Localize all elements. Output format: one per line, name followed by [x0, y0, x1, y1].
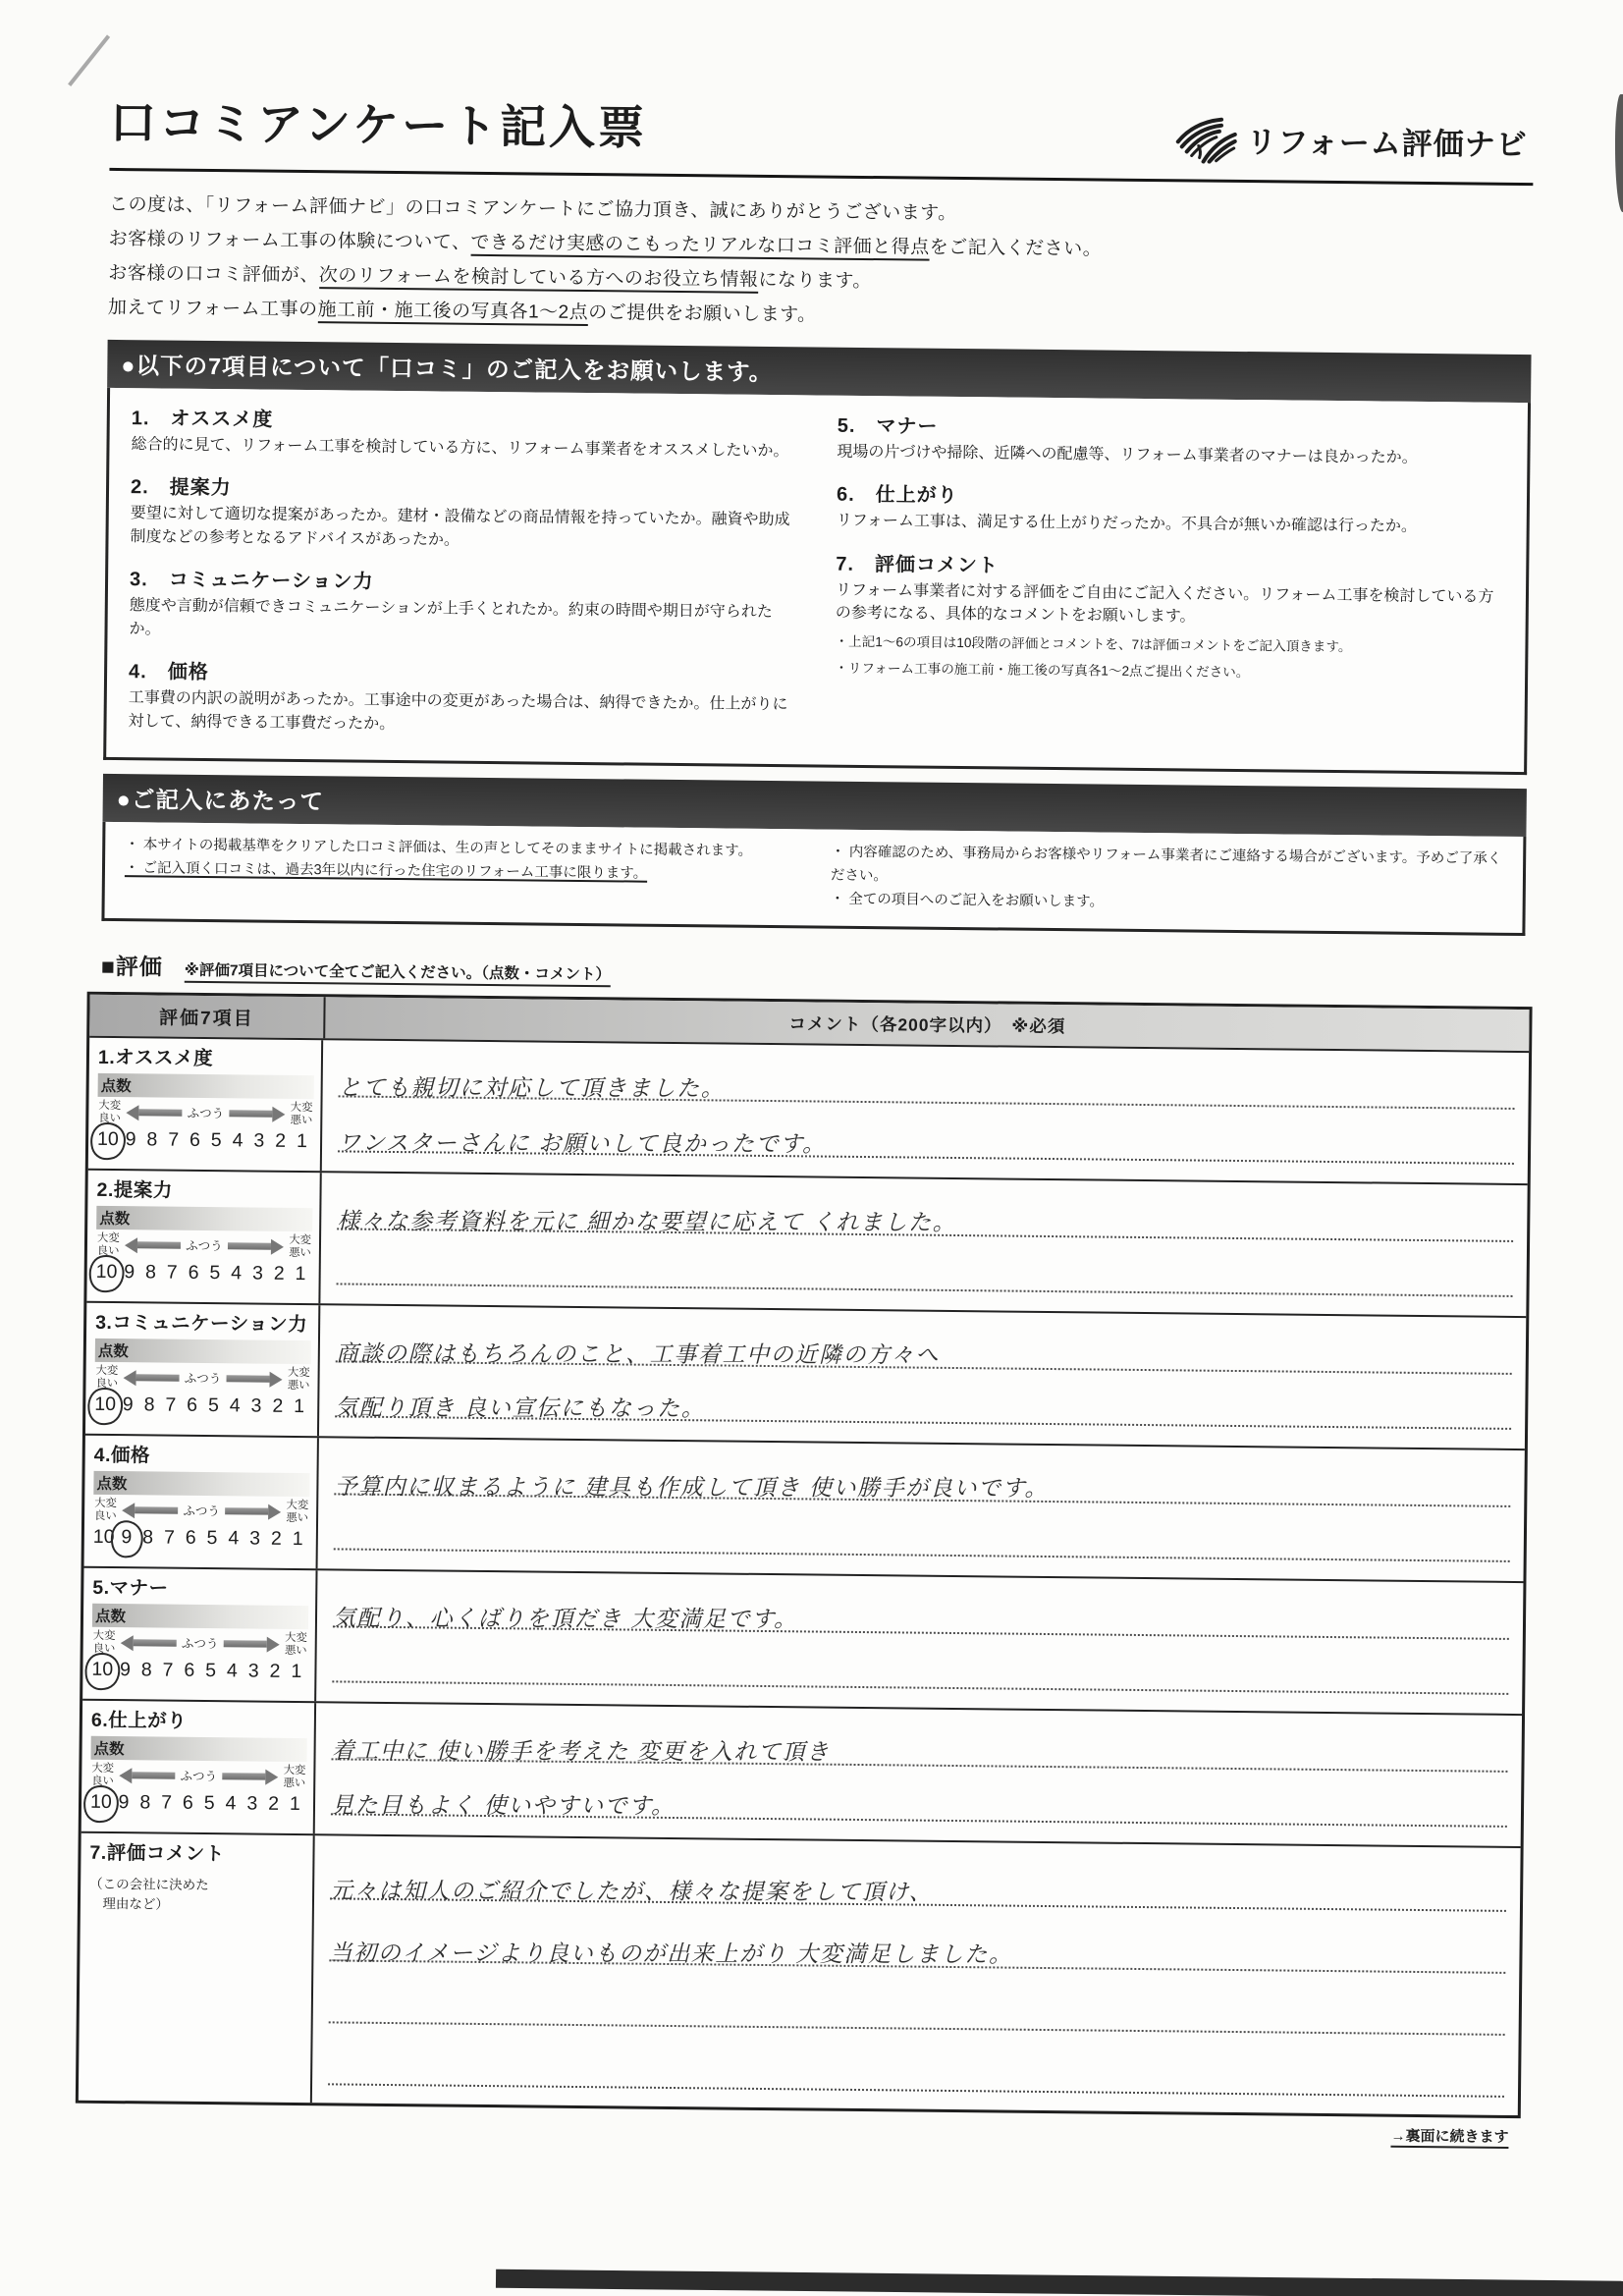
arrow-bar — [229, 1111, 272, 1118]
intro-line-3: お客様の口コミ評価が、次のリフォームを検討している方へのお役立ち情報になります。 — [108, 262, 872, 292]
arrow-head — [270, 1372, 283, 1388]
rating-row-left — [86, 1171, 321, 1303]
arrow-head — [126, 1105, 138, 1121]
scale-label-worst: 大変 悪い — [284, 1632, 307, 1657]
survey-item-desc: 現場の片づけや掃除、近隣への配慮等、リフォーム事業者のマナーは良かったか。 — [837, 443, 1418, 466]
scale-number: 4 — [225, 1792, 237, 1815]
comment-cell — [318, 1438, 1525, 1581]
comment-line — [335, 1363, 1512, 1431]
right-arrow-icon — [228, 1238, 284, 1255]
rating-row-title: 6.仕上がり — [90, 1709, 188, 1733]
rating-row-title: 7.評価コメント — [89, 1841, 225, 1866]
column-header-comments: コメント（各200字以内） ※必須 — [788, 1012, 1066, 1036]
survey-item-1 — [131, 402, 804, 464]
scale-labels — [97, 1100, 313, 1127]
scale-label-mid: ふつう — [181, 1636, 219, 1651]
handwritten-comment: ワンスターさんに お願いして良かったです。 — [338, 1129, 827, 1157]
survey-item-title: 2. 提案力 — [130, 476, 232, 500]
scan-artifact-bottom-bar — [496, 2269, 1623, 2296]
scale-number: 7 — [168, 1129, 180, 1152]
scale-number-selected: 10 — [95, 1261, 118, 1284]
handwritten-comment: 気配り頂き 良い宣伝にもなった。 — [335, 1394, 706, 1422]
scale-label-best: 大変 良い — [92, 1630, 116, 1655]
scale-numbers — [90, 1791, 306, 1816]
items-col-left — [128, 402, 804, 755]
rating-row-7 — [79, 1831, 1521, 2115]
scale-number: 5 — [205, 1660, 217, 1682]
scale-number: 8 — [140, 1659, 152, 1681]
right-arrow-icon — [222, 1769, 278, 1785]
scale-number-selected: 9 — [117, 1527, 135, 1550]
rating-row-left — [84, 1436, 319, 1568]
arrow-bar — [222, 1774, 265, 1780]
survey-item-5 — [837, 410, 1510, 471]
entry-note: ・ 内容確認のため、事務局からお客様やリフォーム事業者にご連絡する場合がございます。予めご了承ください。 — [830, 845, 1502, 885]
handwritten-comment: 当初のイメージより良いものが出来上がり 大変満足しました。 — [329, 1940, 1013, 1968]
arrow-bar — [132, 1773, 175, 1779]
rating-row-title: 2.提案力 — [96, 1179, 173, 1202]
score-label: 点数 — [96, 1206, 312, 1231]
scale-number-selected: 10 — [96, 1128, 119, 1151]
rating-table-body — [79, 1036, 1529, 2115]
scale-number: 6 — [182, 1792, 193, 1815]
scale-labels — [90, 1763, 306, 1790]
arrow-head — [122, 1503, 135, 1518]
seven-items-box — [103, 388, 1531, 776]
arrow-head — [267, 1637, 280, 1653]
scan-artifact-corner — [68, 34, 110, 86]
scale-number: 7 — [162, 1660, 174, 1682]
comment-cell — [319, 1305, 1526, 1449]
scale-label-mid: ふつう — [184, 1371, 222, 1387]
arrow-bar — [224, 1641, 267, 1648]
scale-labels — [94, 1365, 310, 1393]
scale-number: 8 — [143, 1394, 155, 1416]
survey-item-title: 5. マナー — [837, 414, 939, 438]
entry-note: ・ 本サイトの掲載基準をクリアした口コミ評価は、生の声としてそのままサイトに掲載されます。 — [125, 837, 753, 860]
rating-row-title: 4.価格 — [93, 1445, 151, 1467]
rating-row-title: 1.オススメ度 — [97, 1047, 214, 1070]
intro-line-1: この度は、「リフォーム評価ナビ」の口コミアンケートにご協力頂き、誠にありがとうございます。 — [108, 193, 957, 224]
right-arrow-icon — [224, 1636, 280, 1653]
comment-line — [329, 1900, 1506, 1975]
rating-row-4 — [84, 1434, 1525, 1581]
arrow-head — [123, 1370, 135, 1386]
scale-number: 8 — [139, 1791, 151, 1814]
score-label: 点数 — [92, 1604, 308, 1629]
scale-number: 1 — [291, 1661, 302, 1683]
scale-number: 3 — [250, 1394, 262, 1418]
scale-number: 6 — [189, 1129, 201, 1152]
comment-cell — [312, 1835, 1521, 2115]
survey-item-desc: 要望に対して適切な提案があったか。建材・設備などの商品情報を持っていたか。融資や助成制度などの参考となるアドバイスがあったか。 — [130, 505, 790, 549]
entry-notes-box — [101, 822, 1526, 936]
entry-note: ・ ご記入頂く口コミは、過去3年以内に行った住宅のリフォーム工事に限ります。 — [124, 860, 648, 883]
handwritten-comment: 商談の際はもちろんのこと、工事着工中の近隣の方々へ — [335, 1339, 940, 1368]
handwritten-comment: 見た目もよく 使いやすいです。 — [331, 1791, 676, 1819]
scale-number: 9 — [119, 1659, 131, 1681]
scale-number: 2 — [270, 1528, 282, 1551]
scale-number: 3 — [247, 1660, 259, 1683]
notes-col-right — [831, 842, 1508, 919]
section-heading-notes: ●ご記入にあたって — [102, 774, 1526, 837]
scale-number: 1 — [296, 1130, 308, 1153]
scale-number: 4 — [232, 1129, 243, 1152]
scale-number: 2 — [268, 1793, 280, 1816]
scale-number: 7 — [163, 1527, 175, 1550]
scale-number: 2 — [269, 1661, 281, 1683]
scale-label-best: 大変 良い — [96, 1232, 120, 1257]
scale-label-worst: 大変 悪い — [290, 1102, 313, 1126]
comment-cell — [322, 1040, 1529, 1183]
header-rule — [109, 168, 1533, 186]
scale-number: 3 — [253, 1129, 265, 1153]
survey-item-6 — [837, 478, 1510, 540]
rating-row-2 — [86, 1169, 1527, 1316]
handwritten-comment: 気配り、心くばりを頂だき 大変満足です。 — [333, 1605, 798, 1632]
scale-number: 3 — [249, 1527, 261, 1551]
arrow-bar — [227, 1376, 270, 1383]
arrow-bar — [138, 1110, 182, 1117]
comment-line — [334, 1496, 1511, 1563]
scale-number: 6 — [187, 1394, 198, 1417]
scale-numbers — [93, 1526, 309, 1551]
rating-row-left — [79, 1833, 315, 2103]
scale-number: 8 — [146, 1128, 158, 1151]
column-header-items: 評価7項目 — [89, 995, 325, 1039]
survey-item-7 — [835, 548, 1508, 685]
arrow-bar — [228, 1243, 271, 1250]
right-arrow-icon — [229, 1106, 285, 1122]
arrow-head — [271, 1239, 284, 1255]
scale-number: 7 — [165, 1394, 177, 1417]
score-label: 点数 — [90, 1736, 306, 1762]
rating-row-6 — [81, 1699, 1522, 1846]
section-heading-7items: ●以下の7項目について「口コミ」のご記入をお願いします。 — [107, 340, 1531, 403]
survey-item-desc: 総合的に見て、リフォーム工事を検討している方に、リフォーム事業者をオススメしたいか。 — [131, 435, 789, 460]
scale-number: 2 — [273, 1263, 285, 1285]
rating-row-left — [88, 1038, 323, 1171]
survey-item-title: 7. 評価コメント — [836, 553, 1000, 577]
scale-number: 9 — [124, 1261, 135, 1284]
left-arrow-icon — [119, 1768, 175, 1784]
scale-number: 1 — [294, 1395, 305, 1418]
handwritten-comment: 元々は知人のご紹介でしたが、様々な提案をして頂け、 — [330, 1877, 934, 1905]
scale-number-selected: 10 — [91, 1659, 114, 1681]
rating-row-5 — [82, 1566, 1523, 1714]
left-arrow-icon — [122, 1503, 178, 1519]
survey-item-4 — [128, 656, 801, 740]
scale-number: 10 — [92, 1526, 115, 1549]
continue-on-back-note: →裏面に続きます — [1390, 2128, 1508, 2149]
intro-line-4: 加えてリフォーム工事の施工前・施工後の写真各1～2点のご提供をお願いします。 — [107, 297, 817, 326]
scale-label-best: 大変 良い — [98, 1100, 122, 1124]
continue-note-wrap — [89, 2111, 1509, 2147]
scale-number: 5 — [209, 1262, 221, 1285]
scale-number: 9 — [125, 1128, 136, 1151]
comment-line — [337, 1175, 1514, 1243]
scale-number-selected: 10 — [94, 1394, 117, 1416]
evaluation-required-note: ※評価7項目について全てご記入ください。（点数・コメント） — [185, 958, 611, 988]
entry-note: ・ 全ての項目へのご記入をお願いします。 — [830, 891, 1105, 910]
arrow-bar — [135, 1507, 178, 1514]
scale-label-mid: ふつう — [183, 1503, 220, 1518]
scale-numbers — [97, 1128, 313, 1153]
scale-number: 1 — [292, 1528, 303, 1551]
arrow-head — [272, 1107, 285, 1122]
arrow-head — [265, 1769, 278, 1784]
arrow-bar — [135, 1375, 179, 1382]
left-arrow-icon — [126, 1105, 182, 1121]
survey-item-title: 1. オススメ度 — [131, 407, 274, 431]
right-arrow-icon — [227, 1371, 283, 1388]
comment-line — [331, 1706, 1508, 1774]
scale-label-worst: 大変 悪い — [283, 1765, 306, 1789]
survey-item-title: 3. コミュニケーション力 — [129, 569, 374, 594]
scale-number: 1 — [295, 1263, 306, 1285]
rating-row-subtitle: （この会社に決めた 理由など） — [88, 1876, 209, 1913]
scale-number: 8 — [142, 1526, 154, 1549]
rating-row-left — [82, 1568, 317, 1701]
survey-item-desc: リフォーム事業者に対する評価をご自由にご記入ください。リフォーム工事を検討している方の参考になる、具体的なコメントをお願いします。 — [835, 581, 1494, 626]
rating-row-left — [81, 1701, 316, 1833]
survey-item-note: ・上記1～6の項目は10段階の評価とコメントを、7は評価コメントをご記入頂きます。 — [835, 633, 1352, 655]
left-arrow-icon — [123, 1370, 179, 1387]
handwritten-comment: 様々な参考資料を元に 細かな要望に応えて くれました。 — [337, 1208, 957, 1235]
comment-line — [338, 1098, 1515, 1166]
scale-labels — [92, 1630, 308, 1658]
survey-item-2 — [130, 470, 803, 555]
arrow-head — [125, 1237, 137, 1253]
notes-col-left — [125, 835, 802, 912]
scale-number: 4 — [229, 1394, 241, 1417]
scale-label-mid: ふつう — [187, 1106, 225, 1121]
arrow-head — [268, 1504, 281, 1520]
survey-item-desc: 態度や言動が信頼できコミュニケーションが上手くとれたか。約束の時間や期日が守られたか。 — [129, 597, 773, 638]
survey-item-note: ・リフォーム工事の施工前・施工後の写真各1～2点ご提出ください。 — [835, 660, 1250, 681]
evaluation-heading-row — [101, 949, 1525, 997]
scale-number: 2 — [272, 1395, 284, 1418]
arrow-bar — [134, 1640, 177, 1647]
logo-text: リフォーム評価ナビ — [1246, 124, 1528, 162]
scale-label-best: 大変 良い — [95, 1365, 119, 1390]
comment-line — [333, 1573, 1510, 1641]
comment-line — [339, 1043, 1516, 1111]
handwritten-comment: 着工中に 使い勝手を考えた 変更を入れて頂き — [331, 1737, 831, 1765]
scale-number: 7 — [161, 1792, 173, 1815]
arrow-head — [119, 1768, 132, 1783]
intro-paragraphs — [108, 189, 1533, 341]
rating-row-3 — [85, 1301, 1526, 1449]
scale-numbers — [94, 1394, 310, 1418]
items-col-right — [834, 410, 1510, 763]
scale-number: 4 — [231, 1262, 243, 1285]
scale-number: 6 — [185, 1527, 196, 1550]
scale-label-worst: 大変 悪い — [287, 1367, 310, 1392]
scale-number: 5 — [207, 1394, 219, 1417]
right-arrow-icon — [225, 1503, 281, 1520]
comment-line — [337, 1230, 1514, 1298]
left-arrow-icon — [121, 1635, 177, 1652]
page-title: 口コミアンケート記入票 — [109, 95, 648, 154]
handwritten-comment: とても親切に対応して頂きました。 — [338, 1074, 726, 1102]
scale-number: 3 — [246, 1792, 258, 1816]
comment-line — [330, 1838, 1507, 1913]
scale-number: 9 — [122, 1394, 134, 1416]
handwritten-comment: 予算内に収まるように 建具も作成して頂き 使い勝手が良いです。 — [334, 1473, 1050, 1502]
scale-number: 3 — [251, 1262, 264, 1285]
scale-number: 4 — [226, 1660, 238, 1682]
scale-number: 5 — [206, 1527, 218, 1550]
scale-labels — [96, 1232, 312, 1260]
reform-hyoka-navi-logo — [1171, 112, 1534, 167]
scale-label-worst: 大変 悪い — [286, 1500, 309, 1524]
scale-number: 9 — [118, 1791, 130, 1814]
survey-item-3 — [129, 564, 802, 648]
scale-number: 8 — [144, 1261, 157, 1284]
arrow-head — [121, 1635, 134, 1651]
comment-line — [332, 1628, 1509, 1696]
scale-label-best: 大変 良い — [91, 1763, 115, 1787]
rating-row-title: 5.マナー — [92, 1577, 169, 1600]
scale-label-best: 大変 良い — [94, 1498, 117, 1522]
rating-table — [76, 992, 1533, 2118]
rating-row-title: 3.コミュニケーション力 — [95, 1312, 308, 1337]
scale-numbers — [96, 1261, 312, 1285]
document-header — [110, 86, 1535, 167]
scale-number: 5 — [203, 1792, 215, 1815]
arrow-bar — [137, 1242, 181, 1249]
comment-line — [328, 2024, 1505, 2099]
scale-number: 6 — [188, 1262, 199, 1285]
scale-number: 5 — [210, 1129, 222, 1152]
scale-number: 2 — [275, 1130, 287, 1153]
comment-cell — [315, 1703, 1522, 1846]
intro-line-2: お客様のリフォーム工事の体験について、できるだけ実感のこもったリアルな口コミ評価と得点をご記入ください。 — [108, 228, 1103, 260]
survey-item-title: 4. 価格 — [128, 661, 209, 684]
score-label: 点数 — [95, 1339, 311, 1364]
survey-item-title: 6. 仕上がり — [836, 484, 958, 508]
comment-cell — [320, 1173, 1527, 1316]
scale-label-worst: 大変 悪い — [289, 1234, 312, 1259]
comment-line — [336, 1308, 1513, 1376]
logo-bird-icon — [1171, 112, 1237, 164]
score-label: 点数 — [93, 1471, 309, 1497]
score-label: 点数 — [98, 1073, 314, 1099]
scale-number: 6 — [184, 1660, 195, 1682]
evaluation-heading: ■評価 — [100, 954, 163, 980]
rating-row-left — [85, 1303, 320, 1436]
scale-label-mid: ふつう — [186, 1238, 223, 1254]
survey-item-desc: 工事費の内訳の説明があったか。工事途中の変更があった場合は、納得できたか。仕上がりに対して、納得できる工事費だったか。 — [128, 689, 788, 733]
rating-row-1 — [88, 1036, 1529, 1183]
scale-number-selected: 10 — [89, 1791, 112, 1814]
scale-label-mid: ふつう — [180, 1769, 218, 1783]
scale-number: 4 — [228, 1527, 240, 1550]
scale-numbers — [91, 1659, 307, 1683]
arrow-bar — [225, 1508, 268, 1515]
comment-line — [334, 1441, 1511, 1508]
scale-number: 1 — [289, 1793, 300, 1816]
survey-item-desc: リフォーム工事は、満足する仕上がりだったか。不具合が無いか確認は行ったか。 — [836, 513, 1418, 536]
comment-line — [331, 1761, 1508, 1829]
left-arrow-icon — [125, 1237, 181, 1254]
scale-number: 7 — [166, 1262, 178, 1285]
comment-cell — [316, 1570, 1523, 1714]
